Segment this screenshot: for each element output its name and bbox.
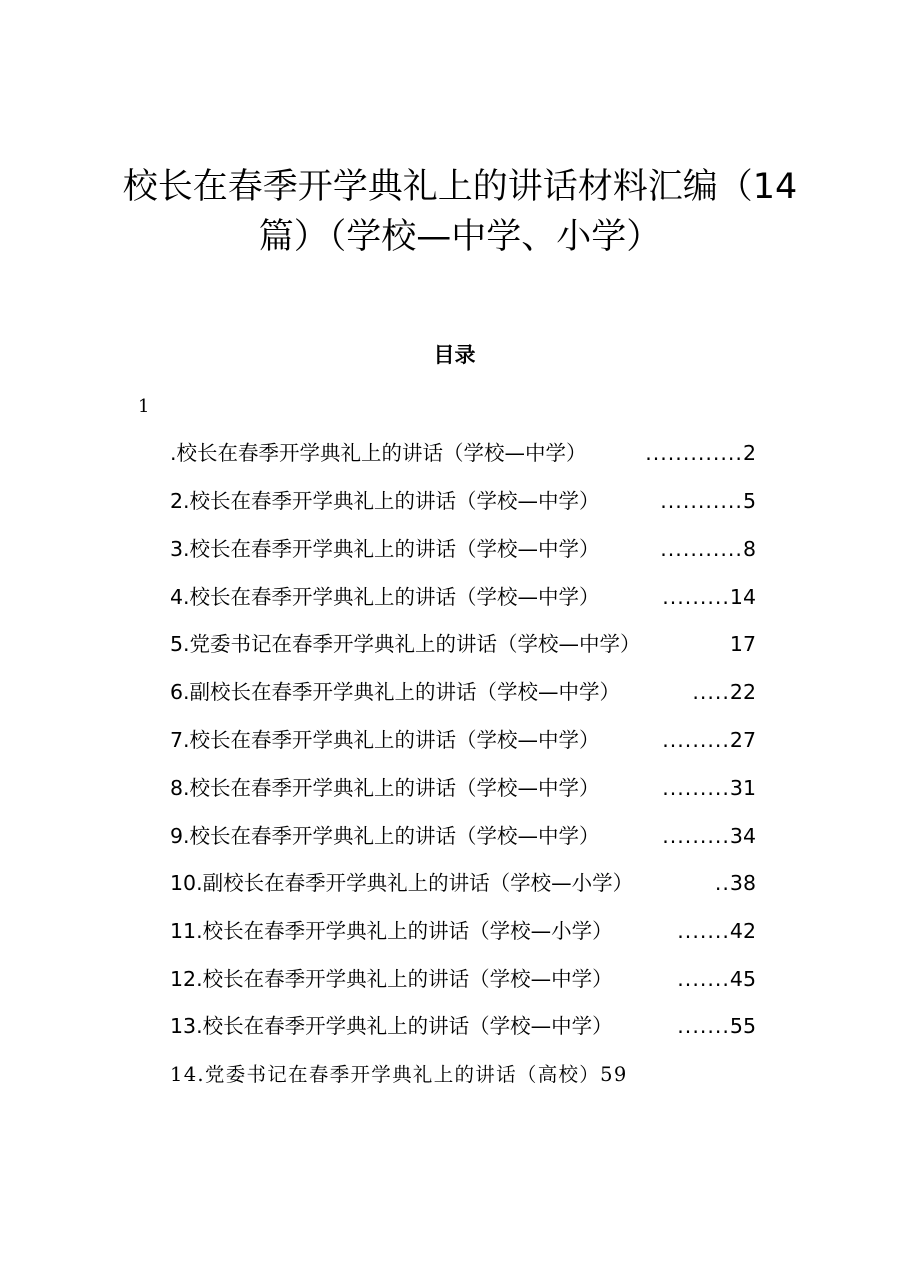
toc-entry-page: 2 — [742, 441, 756, 465]
toc-entry-label: 6.副校长在春季开学典礼上的讲话（学校—中学） — [170, 680, 621, 704]
toc-entry-page: 45 — [729, 967, 756, 991]
toc-entry-label: 7.校长在春季开学典礼上的讲话（学校—中学） — [170, 728, 600, 752]
toc-entry-page: 27 — [729, 728, 756, 752]
toc-entry[interactable] — [170, 628, 756, 660]
toc-entry[interactable] — [170, 820, 756, 852]
toc-entry-label: 12.校长在春季开学典礼上的讲话（学校—中学） — [170, 967, 613, 991]
toc-entry-leader: ....... — [677, 1014, 730, 1038]
toc-entry[interactable] — [170, 1010, 756, 1042]
toc-entry-page: 34 — [729, 824, 756, 848]
toc-entry-label: 10.副校长在春季开学典礼上的讲话（学校—小学） — [170, 871, 634, 895]
toc-entry[interactable] — [170, 724, 756, 756]
toc-entry-page: 42 — [729, 919, 756, 943]
toc-entry-label: 4.校长在春季开学典礼上的讲话（学校—中学） — [170, 585, 600, 609]
toc-section-number: 1 — [138, 396, 150, 417]
toc-entry-leader: ......... — [662, 585, 730, 609]
toc-entry-leader: .. — [714, 871, 730, 895]
toc-entry-leader: ............. — [645, 441, 743, 465]
toc-entry-leader: ......... — [662, 728, 730, 752]
toc-entry[interactable] — [170, 581, 756, 613]
toc-entry[interactable] — [170, 437, 756, 469]
toc-entry-leader: ..... — [692, 680, 730, 704]
toc-entry-page: 17 — [729, 632, 756, 656]
toc-entry-page: 38 — [729, 871, 756, 895]
toc-entry-label: 11.校长在春季开学典礼上的讲话（学校—小学） — [170, 919, 613, 943]
document-title: 校长在春季开学典礼上的讲话材料汇编（14篇）（学校—中学、小学） — [122, 167, 798, 257]
toc-entry-label: 14.党委书记在春季开学典礼上的讲话（高校） — [170, 1063, 601, 1086]
toc-entry[interactable] — [170, 963, 756, 995]
toc-entry[interactable] — [170, 772, 756, 804]
toc-entry[interactable] — [170, 915, 756, 947]
toc-entry-label: 9.校长在春季开学典礼上的讲话（学校—中学） — [170, 824, 600, 848]
toc-entry-leader: ........... — [660, 489, 743, 513]
toc-entry-leader: ......... — [662, 776, 730, 800]
toc-entry[interactable] — [170, 533, 756, 565]
toc-entry[interactable] — [170, 676, 756, 708]
toc-entry-page: 5 — [742, 489, 756, 513]
toc-entry-page: 59 — [600, 1063, 628, 1086]
toc-entry-label: 3.校长在春季开学典礼上的讲话（学校—中学） — [170, 537, 600, 561]
toc-entry-leader: ....... — [677, 919, 730, 943]
toc-entry-page: 31 — [729, 776, 756, 800]
toc-entry-label: 13.校长在春季开学典礼上的讲话（学校—中学） — [170, 1014, 613, 1038]
toc-entry[interactable] — [170, 485, 756, 517]
toc-entry-leader: ......... — [662, 824, 730, 848]
toc-entry-leader: ........... — [660, 537, 743, 561]
toc-entry-page: 55 — [729, 1014, 756, 1038]
toc-entry-page: 22 — [729, 680, 756, 704]
toc-entry-label: 2.校长在春季开学典礼上的讲话（学校—中学） — [170, 489, 600, 513]
toc-entry-label: .校长在春季开学典礼上的讲话（学校—中学） — [170, 441, 587, 465]
toc-entry-page: 14 — [729, 585, 756, 609]
toc-entry-label: 8.校长在春季开学典礼上的讲话（学校—中学） — [170, 776, 600, 800]
toc-entry-leader: ....... — [677, 967, 730, 991]
toc-entry-label: 5.党委书记在春季开学典礼上的讲话（学校—中学） — [170, 632, 641, 656]
toc-entry[interactable] — [170, 867, 756, 899]
toc-heading: 目录 — [433, 342, 476, 367]
toc-entry[interactable] — [170, 1059, 628, 1091]
toc-entry-page: 8 — [742, 537, 756, 561]
